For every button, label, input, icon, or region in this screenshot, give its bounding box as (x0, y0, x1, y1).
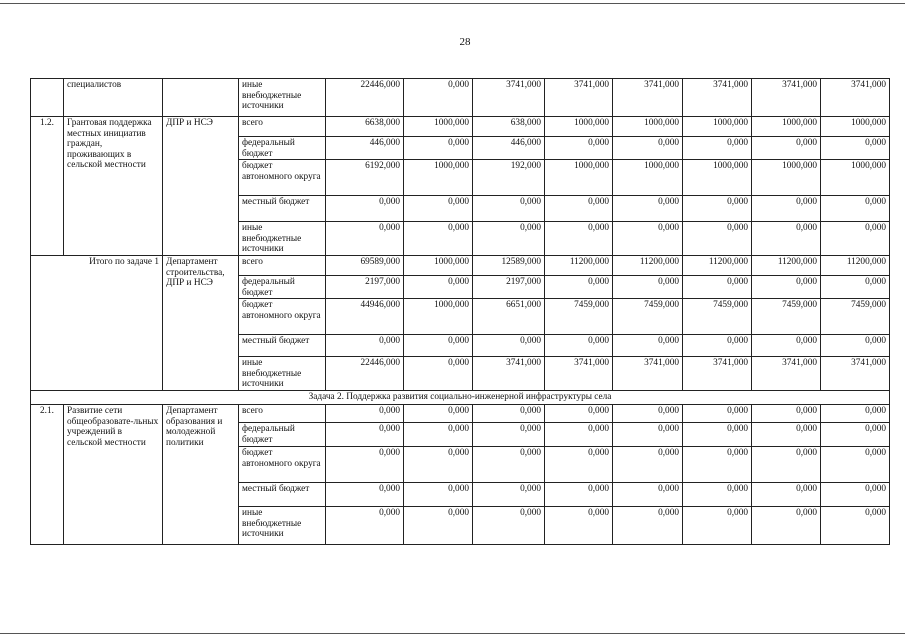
amount-cell: 0,000 (821, 222, 890, 256)
amount-cell: 0,000 (613, 335, 683, 357)
amount-cell: 0,000 (613, 405, 683, 423)
amount-cell: 0,000 (473, 405, 545, 423)
amount-cell: 0,000 (683, 137, 752, 160)
amount-cell: 0,000 (545, 447, 613, 483)
funding-source: местный бюджет (239, 483, 326, 507)
amount-cell: 0,000 (326, 507, 404, 545)
department: Департамент образования и молодежной политики (163, 405, 239, 545)
table-row (31, 79, 890, 117)
amount-cell: 0,000 (821, 483, 890, 507)
funding-source: федеральный бюджет (239, 275, 326, 298)
amount-cell: 0,000 (473, 423, 545, 447)
amount-cell: 3741,000 (545, 357, 613, 391)
amount-cell: 69589,000 (326, 255, 404, 275)
amount-cell: 0,000 (752, 137, 821, 160)
amount-cell: 0,000 (752, 507, 821, 545)
amount-cell: 1000,000 (752, 160, 821, 196)
amount-cell: 3741,000 (613, 357, 683, 391)
amount-cell: 0,000 (752, 222, 821, 256)
amount-cell: 7459,000 (683, 299, 752, 335)
amount-cell: 0,000 (404, 137, 473, 160)
amount-cell: 3741,000 (683, 357, 752, 391)
amount-cell: 0,000 (404, 423, 473, 447)
task-heading-row (31, 391, 890, 405)
amount-cell: 2197,000 (473, 275, 545, 298)
amount-cell: 0,000 (683, 275, 752, 298)
amount-cell: 0,000 (404, 335, 473, 357)
amount-cell: 0,000 (821, 423, 890, 447)
amount-cell: 0,000 (613, 137, 683, 160)
amount-cell: 3741,000 (752, 79, 821, 117)
amount-cell: 0,000 (326, 423, 404, 447)
amount-cell: 11200,000 (683, 255, 752, 275)
amount-cell: 0,000 (752, 335, 821, 357)
amount-cell: 11200,000 (613, 255, 683, 275)
item-number: 2.1. (31, 405, 64, 545)
amount-cell: 7459,000 (545, 299, 613, 335)
amount-cell: 0,000 (326, 405, 404, 423)
amount-cell: 0,000 (545, 137, 613, 160)
budget-table (30, 78, 890, 545)
funding-source: федеральный бюджет (239, 423, 326, 447)
department: Департамент строительства, ДПР и НСЭ (163, 255, 239, 390)
item-name: Грантовая поддержка местных инициатив граждан, проживающих в сельской местности (64, 117, 163, 256)
amount-cell: 0,000 (326, 483, 404, 507)
item-number (31, 79, 64, 117)
amount-cell: 11200,000 (752, 255, 821, 275)
amount-cell: 0,000 (752, 405, 821, 423)
amount-cell: 1000,000 (545, 160, 613, 196)
amount-cell: 0,000 (821, 137, 890, 160)
amount-cell: 1000,000 (821, 160, 890, 196)
amount-cell: 12589,000 (473, 255, 545, 275)
amount-cell: 0,000 (545, 196, 613, 222)
amount-cell: 0,000 (683, 423, 752, 447)
item-number: 1.2. (31, 117, 64, 256)
amount-cell: 0,000 (404, 447, 473, 483)
amount-cell: 7459,000 (752, 299, 821, 335)
amount-cell: 0,000 (545, 335, 613, 357)
amount-cell: 0,000 (404, 405, 473, 423)
amount-cell: 0,000 (613, 423, 683, 447)
amount-cell: 0,000 (821, 335, 890, 357)
amount-cell: 3741,000 (821, 357, 890, 391)
funding-source: бюджет автономного округа (239, 160, 326, 196)
amount-cell: 0,000 (683, 483, 752, 507)
amount-cell: 3741,000 (683, 79, 752, 117)
amount-cell: 1000,000 (683, 160, 752, 196)
amount-cell: 0,000 (404, 79, 473, 117)
amount-cell: 0,000 (683, 447, 752, 483)
amount-cell: 22446,000 (326, 79, 404, 117)
amount-cell: 1000,000 (683, 117, 752, 137)
department: ДПР и НСЭ (163, 117, 239, 256)
amount-cell: 0,000 (683, 507, 752, 545)
amount-cell: 2197,000 (326, 275, 404, 298)
amount-cell: 11200,000 (821, 255, 890, 275)
funding-source: бюджет автономного округа (239, 299, 326, 335)
amount-cell: 638,000 (473, 117, 545, 137)
amount-cell: 0,000 (473, 196, 545, 222)
item-name: Итого по задаче 1 (31, 255, 163, 390)
amount-cell: 1000,000 (613, 117, 683, 137)
funding-source: иные внебюджетные источники (239, 222, 326, 256)
amount-cell: 0,000 (326, 222, 404, 256)
amount-cell: 0,000 (683, 405, 752, 423)
funding-source: иные внебюджетные источники (239, 507, 326, 545)
amount-cell: 1000,000 (821, 117, 890, 137)
funding-source: местный бюджет (239, 196, 326, 222)
amount-cell: 1000,000 (404, 299, 473, 335)
amount-cell: 22446,000 (326, 357, 404, 391)
amount-cell: 6638,000 (326, 117, 404, 137)
page-number: 28 (459, 36, 471, 48)
amount-cell: 0,000 (473, 335, 545, 357)
funding-source: всего (239, 117, 326, 137)
amount-cell: 7459,000 (821, 299, 890, 335)
amount-cell: 0,000 (752, 483, 821, 507)
funding-source: федеральный бюджет (239, 137, 326, 160)
amount-cell: 0,000 (545, 222, 613, 256)
amount-cell: 6192,000 (326, 160, 404, 196)
amount-cell: 0,000 (821, 275, 890, 298)
amount-cell: 0,000 (404, 483, 473, 507)
amount-cell: 3741,000 (473, 79, 545, 117)
amount-cell: 0,000 (404, 275, 473, 298)
amount-cell: 0,000 (821, 447, 890, 483)
amount-cell: 0,000 (545, 507, 613, 545)
funding-source: местный бюджет (239, 335, 326, 357)
amount-cell: 0,000 (821, 405, 890, 423)
amount-cell: 0,000 (473, 447, 545, 483)
amount-cell: 6651,000 (473, 299, 545, 335)
amount-cell: 3741,000 (545, 79, 613, 117)
amount-cell: 0,000 (613, 483, 683, 507)
amount-cell: 0,000 (821, 507, 890, 545)
amount-cell: 0,000 (613, 507, 683, 545)
funding-source: всего (239, 255, 326, 275)
amount-cell: 0,000 (683, 222, 752, 256)
funding-source: иные внебюджетные источники (239, 357, 326, 391)
amount-cell: 192,000 (473, 160, 545, 196)
amount-cell: 0,000 (473, 483, 545, 507)
scan-top-edge (0, 3, 905, 4)
amount-cell: 0,000 (613, 447, 683, 483)
amount-cell: 1000,000 (545, 117, 613, 137)
amount-cell: 0,000 (683, 196, 752, 222)
amount-cell: 0,000 (752, 423, 821, 447)
amount-cell: 0,000 (404, 222, 473, 256)
department (163, 79, 239, 117)
amount-cell: 1000,000 (752, 117, 821, 137)
amount-cell: 0,000 (404, 196, 473, 222)
amount-cell: 3741,000 (821, 79, 890, 117)
amount-cell: 0,000 (752, 275, 821, 298)
amount-cell: 1000,000 (613, 160, 683, 196)
amount-cell: 0,000 (326, 335, 404, 357)
amount-cell: 0,000 (473, 507, 545, 545)
item-name: специалистов (64, 79, 163, 117)
amount-cell: 44946,000 (326, 299, 404, 335)
amount-cell: 0,000 (545, 483, 613, 507)
funding-source: иные внебюджетные источники (239, 79, 326, 117)
amount-cell: 0,000 (404, 357, 473, 391)
amount-cell: 0,000 (545, 423, 613, 447)
amount-cell: 0,000 (404, 507, 473, 545)
amount-cell: 0,000 (752, 196, 821, 222)
amount-cell: 0,000 (752, 447, 821, 483)
amount-cell: 0,000 (613, 275, 683, 298)
amount-cell: 1000,000 (404, 117, 473, 137)
table-row (31, 405, 890, 423)
task-heading: Задача 2. Поддержка развития социально-инженерной инфраструктуры села (31, 391, 890, 405)
amount-cell: 1000,000 (404, 160, 473, 196)
table-row (31, 117, 890, 137)
amount-cell: 0,000 (683, 335, 752, 357)
amount-cell: 0,000 (545, 405, 613, 423)
amount-cell: 0,000 (326, 196, 404, 222)
amount-cell: 0,000 (613, 196, 683, 222)
amount-cell: 3741,000 (752, 357, 821, 391)
scan-bottom-edge (0, 633, 905, 634)
amount-cell: 446,000 (326, 137, 404, 160)
amount-cell: 0,000 (326, 447, 404, 483)
amount-cell: 0,000 (821, 196, 890, 222)
amount-cell: 0,000 (473, 222, 545, 256)
amount-cell: 11200,000 (545, 255, 613, 275)
amount-cell: 1000,000 (404, 255, 473, 275)
amount-cell: 0,000 (613, 222, 683, 256)
funding-source: всего (239, 405, 326, 423)
amount-cell: 3741,000 (613, 79, 683, 117)
table-row (31, 255, 890, 275)
amount-cell: 3741,000 (473, 357, 545, 391)
item-name: Развитие сети общеобразовате-льных учреждений в сельской местности (64, 405, 163, 545)
funding-source: бюджет автономного округа (239, 447, 326, 483)
amount-cell: 0,000 (545, 275, 613, 298)
amount-cell: 7459,000 (613, 299, 683, 335)
amount-cell: 446,000 (473, 137, 545, 160)
